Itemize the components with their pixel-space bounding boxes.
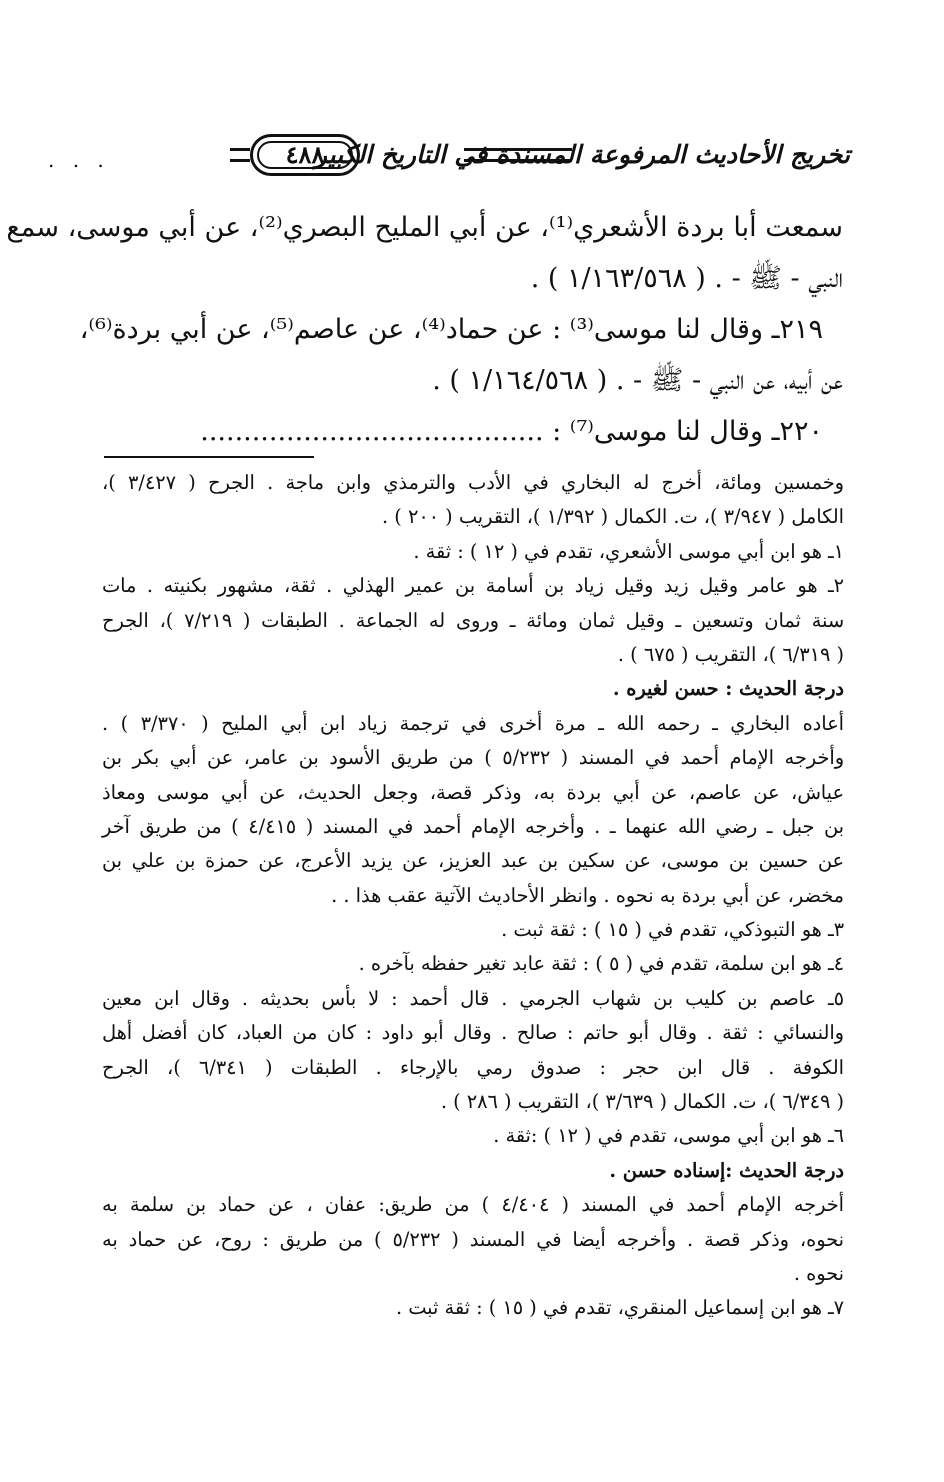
footnote-line: وخمسين ومائة، أخرج له البخاري في الأدب والترمذي وابن ماجة . الجرح ( ٣/٤٢٧ )، [102,471,844,494]
footnote-line: ٣ـ هو التبوذكي، تقدم في ( ١٥ ) : ثقة ثبت . [501,918,844,942]
main-line: النبي - ﷺ - . ( ١/١٦٣/٥٦٨ ) . [530,263,843,294]
header-rule-left [230,148,250,162]
footnote-line: مخضر، عن أبي بردة به نحوه . وانظر الأحاديث الآتية عقب هذا . . [331,883,844,907]
hadith-grade: درجة الحديث :إسناده حسن . [609,1158,844,1182]
header-dots: . . . [48,148,110,172]
hadith-grade: درجة الحديث : حسن لغيره . [612,677,844,701]
page-number [250,134,360,176]
footnote-line: الكوفة . قال ابن حجر : صدوق رمي بالإرجاء . الطبقات ( ٦/٣٤١ )، الجرح [102,1055,844,1079]
footnote-line: أعاده البخاري ـ رحمه الله ـ مرة أخرى في ترجمة زياد ابن أبي المليح ( ٣/٣٧٠ ) . [102,711,844,735]
footnote-line: نحوه . [793,1261,844,1285]
main-text [6,202,843,457]
footnote-line: عياش، عن عاصم، عن أبي بردة به، وذكر قصة، وجعل الحديث، عن أبي موسى ومعاذ [102,780,844,804]
footnote-separator [104,456,314,458]
footnote-line: وأخرجه الإمام أحمد في المسند ( ٥/٢٣٢ ) من طريق الأسود بن عامر، عن أبي بكر بن [102,746,845,770]
main-line: ٢٢٠ـ وقال لنا موسى⁽⁷⁾ : ........................................ [200,416,823,447]
footnote-line: ٤ـ هو ابن سلمة، تقدم في ( ٥ ) : ثقة عابد تغير حفظه بآخره . [358,952,844,976]
page-number-text: ٤٨٨ [285,140,325,169]
footnote-line: عن حسين بن موسى، عن سكين بن عبد العزيز، عن يزيد الأعرج، عن حمزة بن علي بن [102,849,844,873]
footnote-line: ٦ـ هو ابن أبي موسى، تقدم في ( ١٢ ) :ثقة . [493,1124,844,1148]
footnote-line: ٢ـ هو عامر وقيل زيد وقيل زياد بن أسامة بن عمير الهذلي . ثقة، مشهور بكنيته . مات [102,574,844,598]
footnote-line: الكامل ( ٣/٩٤٧ )، ت. الكمال ( ١/٣٩٢ )، التقريب ( ٢٠٠ ) . [382,505,844,529]
footnote-line: ( ٦/٣١٩ )، التقريب ( ٦٧٥ ) . [617,642,844,666]
footnotes [102,466,844,1326]
running-header [48,128,850,182]
main-line: عن أبيه، عن النبي - ﷺ - . ( ١/١٦٤/٥٦٨ ) . [432,365,843,396]
footnote-line: بن جبل ـ رضي الله عنهما ـ . وأخرجه الإمام أحمد في المسند ( ٤/٤١٥ ) من طريق آخر [102,814,844,838]
footnote-line: ( ٦/٣٤٩ )، ت. الكمال ( ٣/٦٣٩ )، التقريب ( ٢٨٦ ) . [440,1090,844,1114]
footnote-line: ٥ـ عاصم بن كليب بن شهاب الجرمي . قال أحمد : لا بأس بحديثه . وقال ابن معين [102,986,844,1010]
footnote-line: ١ـ هو ابن أبي موسى الأشعري، تقدم في ( ١٢ ) : ثقة . [413,539,844,563]
header-title: تخريج الأحاديث المرفوعة المسندة في التاريخ الكبير [314,140,850,169]
footnote-line: نحوه، وذكر قصة . وأخرجه أيضا في المسند ( ٥/٢٣٢ ) من طريق : روح، عن حماد به [102,1227,844,1251]
footnote-line: ٧ـ هو ابن إسماعيل المنقري، تقدم في ( ١٥ ) : ثقة ثبت . [395,1296,844,1320]
main-line: ٢١٩ـ وقال لنا موسى⁽³⁾ : عن حماد⁽⁴⁾، عن عاصم⁽⁵⁾، عن أبي بردة⁽⁶⁾، [79,314,823,345]
footnote-line: سنة ثمان وتسعين ـ وقيل ثمان ومائة ـ وروى له الجماعة . الطبقات ( ٧/٢١٩ )، الجرح [102,608,844,632]
main-line: سمعت أبا بردة الأشعري⁽¹⁾، عن أبي المليح البصري⁽²⁾، عن أبي موسى، سمع [6,212,843,243]
header-rule-right [464,148,572,162]
footnote-line: والنسائي : ثقة . وقال أبو حاتم : صالح . وقال أبو داود : كان من العباد، كان أفضل أهل [102,1021,844,1045]
footnote-line: أخرجه الإمام أحمد في المسند ( ٤/٤٠٤ ) من طريق: عفان ، عن حماد بن سلمة به [102,1193,844,1217]
